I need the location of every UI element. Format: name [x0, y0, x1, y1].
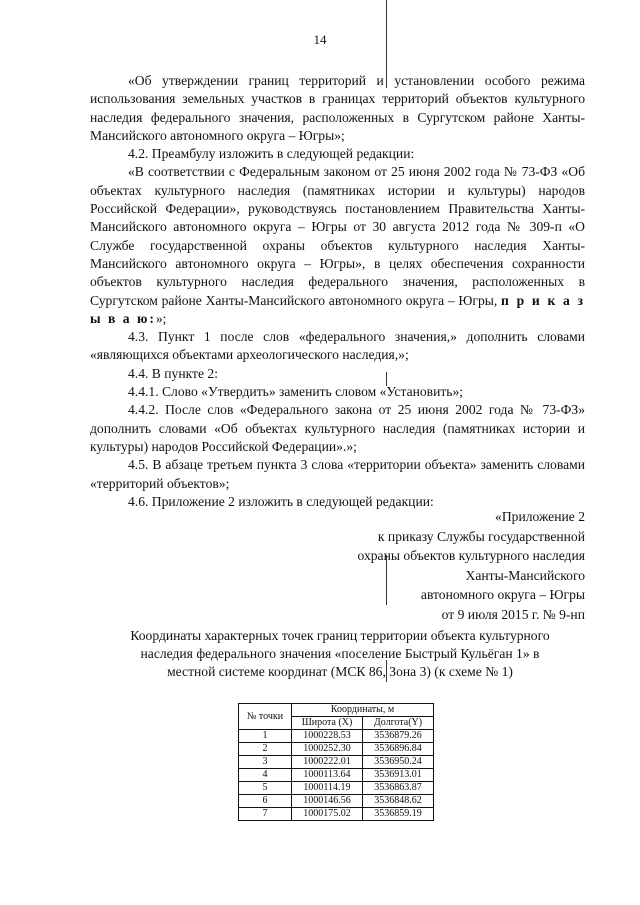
paragraph-resolution-title: «Об утверждении границ территорий и установлении особого режима использования земельных участков в границах территорий объектов культурного наследия федерального значения, расположенных в Сургутском районе Ханты-Мансийского автономного округа – Югры»;	[90, 73, 585, 143]
cell-y: 3536848.62	[363, 795, 434, 808]
preamble-text: «В соответствии с Федеральным законом от 25 июня 2002 года № 73-ФЗ «Об объектах культурного наследия (памятниках истории и культуры) народов Российской Федерации», руководствуясь постановлением Правительства Ханты-Мансийского автономного округа – Югры от 30 августа 2012 года № 309-п «О Службе государственной охраны объектов культурного наследия Ханты-Мансийского автономного округа – Югры», в целях обеспечения сохранности объектов культурного наследия федерального значения, расположенных в Сургутском районе Ханты-Мансийского автономного округа – Югры,	[90, 164, 585, 308]
paragraph-4-2: 4.2. Преамбулу изложить в следующей редакции:	[128, 146, 415, 162]
cell-x: 1000113.64	[292, 769, 363, 782]
table-row	[239, 769, 434, 782]
preamble-order-word: п р и к а з ы в а ю:	[90, 292, 585, 326]
body-text	[90, 72, 585, 511]
cell-point: 1	[239, 730, 292, 743]
cell-x: 1000252.30	[292, 743, 363, 756]
paragraph-4-3: 4.3. Пункт 1 после слов «федерального значения,» дополнить словами «являющихся объектами археологического наследия,»;	[90, 329, 585, 363]
table-row	[239, 795, 434, 808]
cell-x: 1000175.02	[292, 808, 363, 821]
cell-point: 6	[239, 795, 292, 808]
appendix-line-4: Ханты-Мансийского	[465, 567, 585, 583]
table-row	[239, 808, 434, 821]
page-number: 14	[313, 32, 327, 47]
table-row	[239, 782, 434, 795]
cell-y: 3536879.26	[363, 730, 434, 743]
appendix-line-6: от 9 июля 2015 г. № 9-нп	[441, 606, 585, 622]
header-latitude: Широта (X)	[292, 717, 363, 730]
paragraph-4-6: 4.6. Приложение 2 изложить в следующей редакции:	[128, 493, 434, 509]
paragraph-4-4-2: 4.4.2. После слов «Федерального закона от 25 июня 2002 года № 73-ФЗ» дополнить словами «Об объектах культурного наследия (памятниках истории и культуры) народов Российской Федерации».»;	[90, 402, 585, 454]
cell-point: 2	[239, 743, 292, 756]
cell-point: 4	[239, 769, 292, 782]
paragraph-preamble	[90, 163, 585, 328]
appendix-line-1: «Приложение 2	[495, 509, 585, 524]
table-header-row	[239, 704, 434, 717]
paragraph-4-5: 4.5. В абзаце третьем пункта 3 слова «территории объекта» заменить словами «территорий объектов»;	[90, 457, 585, 491]
cell-x: 1000114.19	[292, 782, 363, 795]
cell-y: 3536913.01	[363, 769, 434, 782]
coordinates-heading	[90, 627, 590, 681]
cell-y: 3536950.24	[363, 756, 434, 769]
cell-point: 3	[239, 756, 292, 769]
header-coordinates: Координаты, м	[292, 704, 434, 717]
cell-x: 1000228.53	[292, 730, 363, 743]
cell-point: 5	[239, 782, 292, 795]
heading-line-3: местной системе координат (МСК 86, Зона 3) (к схеме № 1)	[167, 664, 513, 679]
table-row	[239, 756, 434, 769]
header-point-number: № точки	[239, 704, 292, 730]
cell-y: 3536863.87	[363, 782, 434, 795]
header-longitude: Долгота(Y)	[363, 717, 434, 730]
preamble-end: »;	[155, 310, 167, 326]
cell-y: 3536896.84	[363, 743, 434, 756]
paragraph-4-4-1: 4.4.1. Слово «Утвердить» заменить словом «Установить»;	[128, 384, 464, 400]
table-row	[239, 743, 434, 756]
coordinates-table	[238, 703, 434, 821]
heading-line-1: Координаты характерных точек границ территории объекта культурного	[130, 628, 550, 643]
table-row	[239, 730, 434, 743]
paragraph-4-4: 4.4. В пункте 2:	[128, 365, 218, 381]
cell-point: 7	[239, 808, 292, 821]
cell-x: 1000222.01	[292, 756, 363, 769]
heading-line-2: наследия федерального значения «поселение Быстрый Кульёган 1» в	[140, 646, 540, 661]
appendix-line-5: автономного округа – Югры	[420, 587, 585, 602]
cell-y: 3536859.19	[363, 808, 434, 821]
cell-x: 1000146.56	[292, 795, 363, 808]
appendix-header	[358, 507, 586, 624]
appendix-line-3: охраны объектов культурного наследия	[357, 548, 585, 563]
appendix-line-2: к приказу Службы государственной	[377, 528, 585, 544]
